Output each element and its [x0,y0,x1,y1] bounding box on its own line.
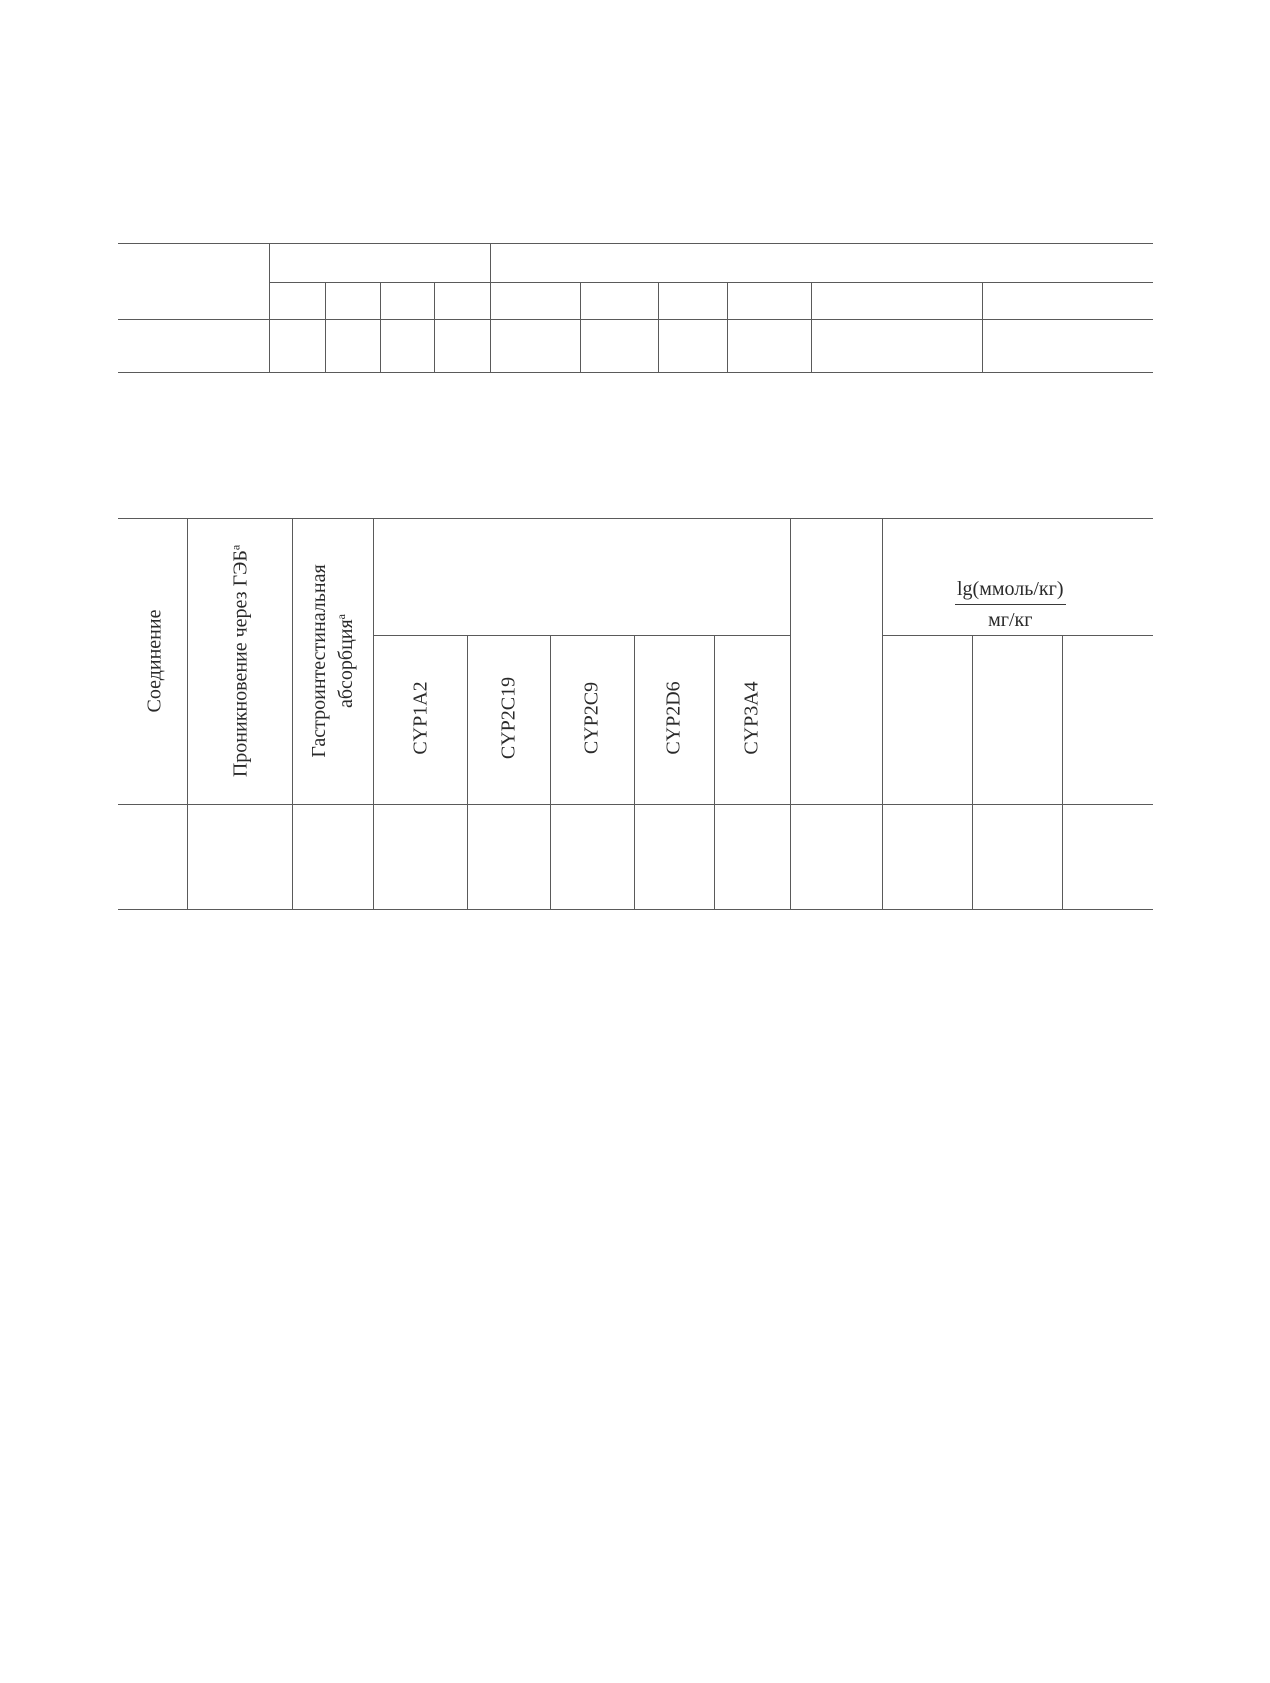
header-cyp3a4: CYP3A4 [740,681,763,755]
table-1-subheader-rule [269,282,1153,283]
table-2-col-divider [187,518,188,909]
table-2-cyp-group-rule [373,635,790,636]
unit-denominator: мг/кг [988,609,1033,631]
table-2-col-divider [714,635,715,909]
header-cyp2d6: CYP2D6 [662,681,685,755]
table-1-col-divider [380,282,381,372]
table-2-col-divider [1062,635,1063,909]
table-2-tox-group-rule [882,635,1153,636]
table-1-col-divider [325,282,326,372]
table-1-col-divider [727,282,728,372]
table-1-col-divider [490,243,491,372]
table-2-col-divider [882,518,883,909]
header-compound: Соединение [143,609,166,713]
unit-numerator: lg(ммоль/кг) [955,577,1066,605]
table-1-bottom-rule [118,372,1153,373]
header-toxicity-units [955,577,1066,632]
table-1-col-divider [811,282,812,372]
header-gi-absorption [306,564,360,757]
header-cyp2c19: CYP2C19 [497,676,520,760]
header-cyp2c9: CYP2C9 [580,681,603,755]
table-2-col-divider [467,635,468,909]
table-2-col-divider [972,635,973,909]
table-2-header-bottom-rule [118,804,1153,805]
table-1-col-divider [658,282,659,372]
header-gi-line-2: абсорбция [335,619,357,709]
table-1-col-divider [982,282,983,372]
header-bbb-label: Проникновение через ГЭБ [229,550,252,778]
table-1-col-divider [269,243,270,372]
table-2-col-divider [634,635,635,909]
table-2-col-divider [373,518,374,909]
footnote-marker: а [228,544,243,551]
table-2-bottom-rule [118,909,1153,910]
table-1-header-bottom-rule [118,319,1153,320]
header-bbb-penetration [228,545,255,777]
table-2-col-divider [790,518,791,909]
table-2-top-rule [118,518,1153,519]
table-2-col-divider [550,635,551,909]
table-1-top-rule [118,243,1153,244]
table-2-col-divider [292,518,293,909]
header-gi-line-1: Гастроинтестинальная [308,564,330,758]
footnote-marker: а [334,613,348,620]
table-1-col-divider [434,282,435,372]
table-1-col-divider [580,282,581,372]
header-cyp1a2: CYP1A2 [409,681,432,755]
